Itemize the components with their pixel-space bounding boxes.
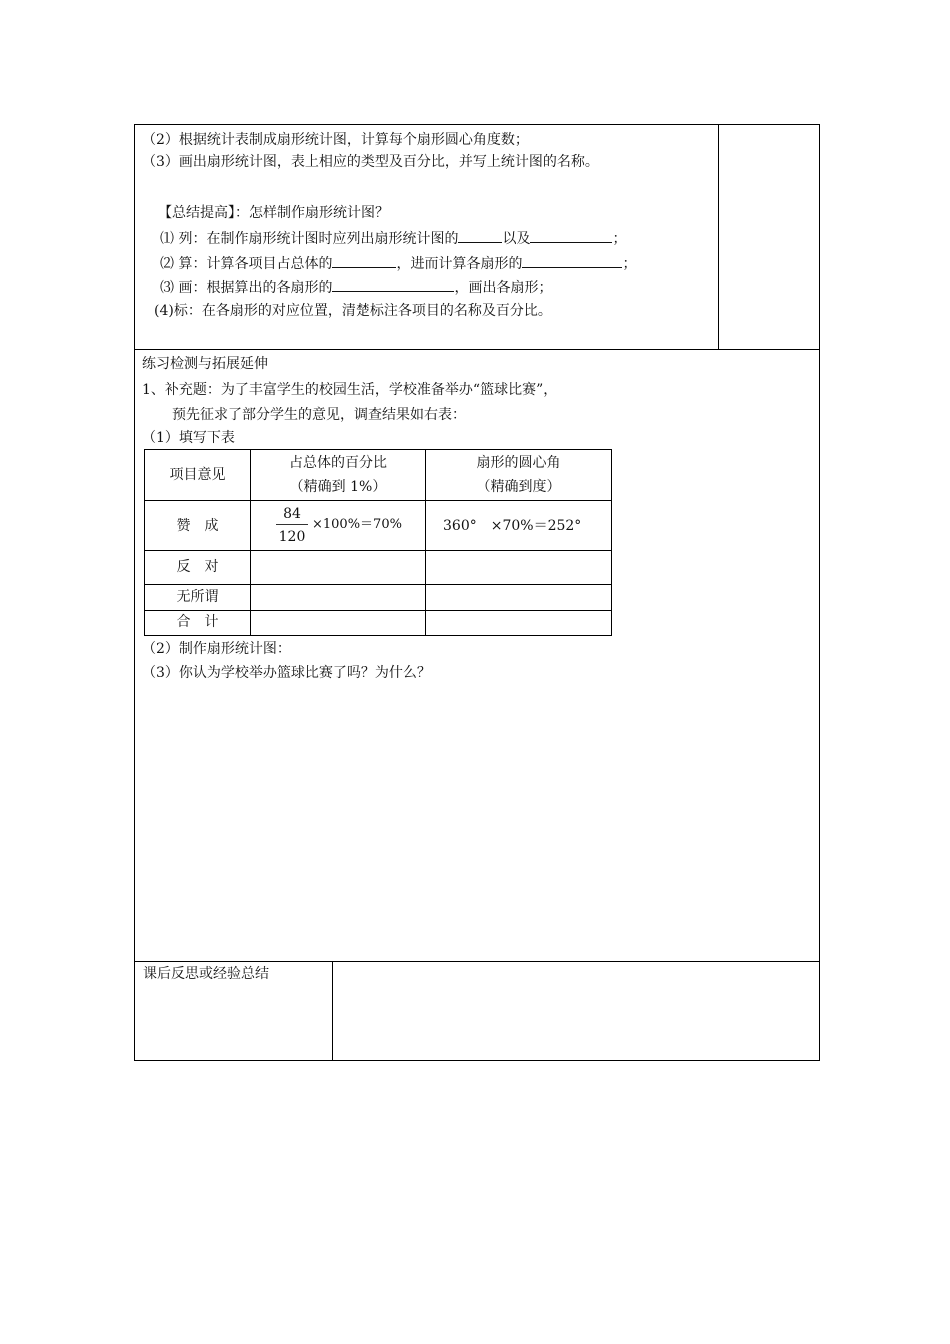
step-line-2: （2）根据统计表制成扇形统计图，计算每个扇形圆心角度数； xyxy=(142,132,529,148)
summary-step-2-mid: ，进而计算各扇形的 xyxy=(396,256,523,272)
summary-step-1-end: ； xyxy=(612,231,627,247)
table-header-percent-note: （精确到 1%） xyxy=(289,479,387,495)
fill-blank-3[interactable] xyxy=(332,253,396,268)
reflection-label: 课后反思或经验总结 xyxy=(143,966,269,982)
frame-bottom-border xyxy=(134,1060,820,1061)
summary-step-3-text: ⑶ 画：根据算出的各扇形的 xyxy=(160,280,333,296)
summary-step-1-text: ⑴ 列：在制作扇形统计图时应列出扇形统计图的 xyxy=(160,231,459,247)
table-line xyxy=(144,449,612,450)
table-header-percent: 占总体的百分比 xyxy=(289,455,387,471)
section1-inner-divider xyxy=(718,124,719,350)
table-header-item: 项目意见 xyxy=(169,467,226,483)
section2-bottom-border xyxy=(134,961,820,962)
subquestion-2: （2）制作扇形统计图： xyxy=(142,641,291,657)
table-line xyxy=(144,584,612,585)
table-line xyxy=(144,610,612,611)
section2-heading: 练习检测与拓展延伸 xyxy=(142,356,268,372)
summary-heading: 【总结提高】：怎样制作扇形统计图？ xyxy=(158,205,389,221)
percent-formula: ×100%＝70% xyxy=(312,517,402,532)
step-line-3: （3）画出扇形统计图，表上相应的类型及百分比，并写上统计图的名称。 xyxy=(142,154,599,170)
fraction-denominator: 120 xyxy=(278,529,306,545)
fill-blank-1[interactable] xyxy=(458,228,502,243)
frame-left-border xyxy=(134,124,135,1061)
summary-step-3-end: ，画出各扇形； xyxy=(454,280,553,296)
answer-area[interactable] xyxy=(136,690,818,958)
fill-blank-5[interactable] xyxy=(332,277,454,292)
angle-formula: 360° ×70%＝252° xyxy=(443,518,582,534)
fraction-bar xyxy=(276,524,308,525)
fill-blank-4[interactable] xyxy=(522,253,622,268)
table-row-label: 赞 成 xyxy=(176,518,219,534)
table-line xyxy=(144,500,612,501)
table-header-angle: 扇形的圆心角 xyxy=(476,455,561,471)
table-row-label: 反 对 xyxy=(176,559,219,575)
subquestion-3: （3）你认为学校举办篮球比赛了吗？为什么？ xyxy=(142,665,431,681)
question-1-line-1: 1、补充题：为了丰富学生的校园生活，学校准备举办“篮球比赛”， xyxy=(142,382,558,398)
summary-step-4: (4)标：在各扇形的对应位置，清楚标注各项目的名称及百分比。 xyxy=(154,303,552,319)
table-line xyxy=(611,449,612,636)
summary-step-1 xyxy=(160,228,626,249)
reflection-input-area[interactable] xyxy=(334,963,818,1059)
summary-step-2-text: ⑵ 算：计算各项目占总体的 xyxy=(160,256,333,272)
fill-blank-2[interactable] xyxy=(530,228,612,243)
table-line xyxy=(144,635,612,636)
summary-step-2 xyxy=(160,253,636,274)
table-line xyxy=(144,550,612,551)
section3-divider xyxy=(332,961,333,1061)
table-row-label: 无所谓 xyxy=(176,589,219,605)
summary-step-2-end: ； xyxy=(622,256,637,272)
section1-bottom-border xyxy=(134,349,820,350)
subquestion-1: （1）填写下表 xyxy=(142,430,235,446)
question-1-line-2: 预先征求了部分学生的意见，调查结果如右表： xyxy=(172,407,466,423)
summary-step-3 xyxy=(160,277,552,298)
fraction-numerator: 84 xyxy=(283,506,301,522)
frame-right-border xyxy=(819,124,820,1061)
table-row-label: 合 计 xyxy=(176,614,219,630)
summary-step-1-mid: 以及 xyxy=(502,231,531,247)
table-header-angle-note: （精确到度） xyxy=(476,479,561,495)
